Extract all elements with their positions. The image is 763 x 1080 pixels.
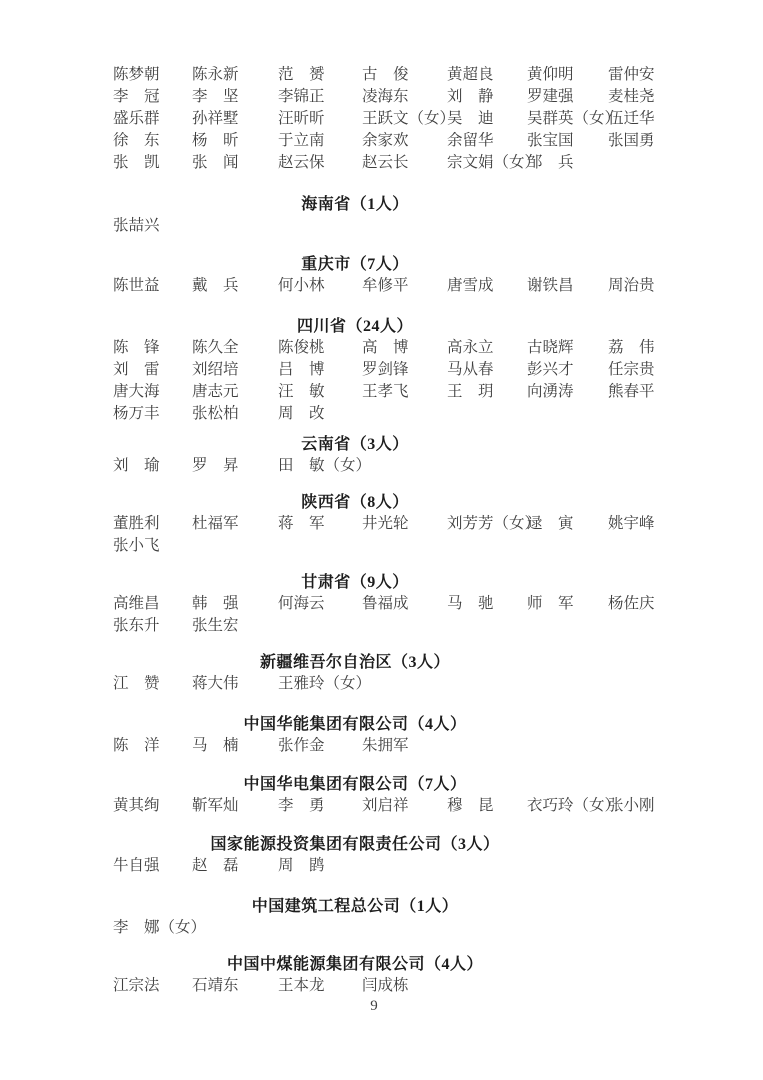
section-header: 中国华电集团有限公司（7人） (243, 776, 467, 793)
name-row (113, 615, 763, 637)
person-name: 陈俊桃 (278, 339, 325, 356)
roster-section (0, 254, 763, 297)
person-name: 逯 寅 (527, 515, 574, 532)
person-name: 马 楠 (192, 737, 239, 754)
name-row (113, 795, 763, 817)
person-name: 陈世益 (113, 277, 160, 294)
person-name: 靳军灿 (192, 797, 239, 814)
person-name: 张东升 (113, 617, 160, 634)
person-name: 王跃文（女） (362, 110, 456, 127)
roster-section (0, 774, 763, 817)
name-rows (113, 593, 763, 637)
name-row (113, 673, 763, 695)
person-name: 余留华 (447, 132, 494, 149)
person-name: 穆 昆 (447, 797, 494, 814)
person-name: 刘 静 (447, 88, 494, 105)
person-name: 范 赟 (278, 66, 325, 83)
name-rows (113, 735, 763, 757)
person-name: 黄仰明 (527, 66, 574, 83)
person-name: 唐志元 (192, 383, 239, 400)
person-name: 李 坚 (192, 88, 239, 105)
roster-section-continued (0, 64, 763, 174)
name-rows (113, 215, 763, 237)
person-name: 孙祥墅 (192, 110, 239, 127)
name-rows (113, 673, 763, 695)
roster-section (0, 834, 763, 877)
roster-section (0, 572, 763, 637)
person-name: 汪 敏 (278, 383, 325, 400)
person-name: 任宗贵 (608, 361, 655, 378)
roster-section (0, 652, 763, 695)
person-name: 姚宇峰 (608, 515, 655, 532)
name-rows (113, 795, 763, 817)
person-name: 罗 昇 (192, 457, 239, 474)
person-name: 杨 昕 (192, 132, 239, 149)
person-name: 刘芳芳（女） (447, 515, 541, 532)
person-name: 徐 东 (113, 132, 160, 149)
person-name: 牛自强 (113, 857, 160, 874)
section-header: 中国中煤能源集团有限公司（4人） (226, 956, 483, 973)
roster-section (0, 434, 763, 477)
person-name: 张宝国 (527, 132, 574, 149)
name-row (113, 513, 763, 535)
person-name: 高维昌 (113, 595, 160, 612)
section-header: 国家能源投资集团有限责任公司（3人） (210, 836, 500, 853)
person-name: 陈永新 (192, 66, 239, 83)
person-name: 王雅玲（女） (278, 675, 372, 692)
person-name: 张作金 (278, 737, 325, 754)
person-name: 凌海东 (362, 88, 409, 105)
person-name: 董胜利 (113, 515, 160, 532)
person-name: 王孝飞 (362, 383, 409, 400)
person-name: 吴 迪 (447, 110, 494, 127)
person-name: 石靖东 (192, 977, 239, 994)
person-name: 宗文娟（女） (447, 154, 541, 171)
person-name: 谢铁昌 (527, 277, 574, 294)
person-name: 周 鹍 (278, 857, 325, 874)
person-name: 吕 博 (278, 361, 325, 378)
person-name: 何海云 (278, 595, 325, 612)
name-row (113, 593, 763, 615)
person-name: 黄超良 (447, 66, 494, 83)
person-name: 张小飞 (113, 537, 160, 554)
name-row (113, 455, 763, 477)
person-name: 张 闻 (192, 154, 239, 171)
name-rows (113, 455, 763, 477)
person-name: 井光轮 (362, 515, 409, 532)
person-name: 唐大海 (113, 383, 160, 400)
person-name: 刘 瑜 (113, 457, 160, 474)
name-row (113, 535, 763, 557)
person-name: 张 凯 (113, 154, 160, 171)
name-rows (113, 275, 763, 297)
person-name: 赵云长 (362, 154, 409, 171)
name-rows (113, 855, 763, 877)
name-row (113, 64, 763, 86)
roster-section (0, 896, 763, 939)
person-name: 王 玥 (447, 383, 494, 400)
person-name: 赵云保 (278, 154, 325, 171)
person-name: 马 驰 (447, 595, 494, 612)
person-name: 韩 强 (192, 595, 239, 612)
person-name: 李 娜（女） (113, 919, 207, 936)
person-name: 古晓辉 (527, 339, 574, 356)
person-name: 杨佐庆 (608, 595, 655, 612)
person-name: 杜福军 (192, 515, 239, 532)
person-name: 麦桂尧 (608, 88, 655, 105)
section-header: 海南省（1人） (301, 196, 409, 213)
person-name: 杨万丰 (113, 405, 160, 422)
name-row (113, 855, 763, 877)
person-name: 江 赞 (113, 675, 160, 692)
section-header: 中国华能集团有限公司（4人） (243, 716, 467, 733)
roster-section (0, 492, 763, 557)
person-name: 蒋大伟 (192, 675, 239, 692)
roster-section (0, 714, 763, 757)
person-name: 李锦正 (278, 88, 325, 105)
person-name: 张生宏 (192, 617, 239, 634)
name-row (113, 337, 763, 359)
person-name: 盛乐群 (113, 110, 160, 127)
name-row (113, 275, 763, 297)
name-row (113, 359, 763, 381)
person-name: 鲁福成 (362, 595, 409, 612)
person-name: 衣巧玲（女） (527, 797, 621, 814)
person-name: 闫成栋 (362, 977, 409, 994)
person-name: 高永立 (447, 339, 494, 356)
person-name: 何小林 (278, 277, 325, 294)
person-name: 彭兴才 (527, 361, 574, 378)
name-rows (113, 917, 763, 939)
name-row (113, 130, 763, 152)
section-header: 陕西省（8人） (301, 494, 409, 511)
name-row (113, 917, 763, 939)
person-name: 王本龙 (278, 977, 325, 994)
person-name: 赵 磊 (192, 857, 239, 874)
person-name: 戴 兵 (192, 277, 239, 294)
person-name: 陈 洋 (113, 737, 160, 754)
person-name: 吴群英（女） (527, 110, 621, 127)
section-header: 云南省（3人） (301, 436, 409, 453)
person-name: 张小刚 (608, 797, 655, 814)
section-header: 新疆维吾尔自治区（3人） (259, 654, 450, 671)
name-rows (113, 64, 763, 174)
person-name: 刘启祥 (362, 797, 409, 814)
person-name: 罗剑锋 (362, 361, 409, 378)
person-name: 李 冠 (113, 88, 160, 105)
person-name: 唐雪成 (447, 277, 494, 294)
section-header: 重庆市（7人） (301, 256, 409, 273)
section-header: 甘肃省（9人） (301, 574, 409, 591)
roster-section (0, 954, 763, 997)
person-name: 陈梦朝 (113, 66, 160, 83)
name-row (113, 152, 763, 174)
roster-section (0, 194, 763, 237)
person-name: 向湧涛 (527, 383, 574, 400)
name-row (113, 108, 763, 130)
person-name: 古 俊 (362, 66, 409, 83)
person-name: 陈 锋 (113, 339, 160, 356)
person-name: 黄其绚 (113, 797, 160, 814)
person-name: 荔 伟 (608, 339, 655, 356)
person-name: 李 勇 (278, 797, 325, 814)
person-name: 伍迁华 (608, 110, 655, 127)
person-name: 雷仲安 (608, 66, 655, 83)
person-name: 马从春 (447, 361, 494, 378)
person-name: 陈久全 (192, 339, 239, 356)
person-name: 汪昕昕 (278, 110, 325, 127)
name-row (113, 403, 763, 425)
person-name: 朱拥军 (362, 737, 409, 754)
person-name: 高 博 (362, 339, 409, 356)
name-row (113, 975, 763, 997)
person-name: 周治贵 (608, 277, 655, 294)
person-name: 牟修平 (362, 277, 409, 294)
person-name: 周 改 (278, 405, 325, 422)
person-name: 蒋 军 (278, 515, 325, 532)
person-name: 罗建强 (527, 88, 574, 105)
name-rows (113, 337, 763, 425)
name-rows (113, 513, 763, 557)
person-name: 师 军 (527, 595, 574, 612)
person-name: 邹 兵 (527, 154, 574, 171)
person-name: 张喆兴 (113, 217, 160, 234)
person-name: 江宗法 (113, 977, 160, 994)
section-header: 四川省（24人） (296, 318, 413, 335)
name-row (113, 735, 763, 757)
page-number: 9 (370, 998, 378, 1014)
person-name: 刘 雷 (113, 361, 160, 378)
section-header: 中国建筑工程总公司（1人） (251, 898, 459, 915)
person-name: 刘绍培 (192, 361, 239, 378)
person-name: 熊春平 (608, 383, 655, 400)
person-name: 张国勇 (608, 132, 655, 149)
name-row (113, 381, 763, 403)
roster-section (0, 316, 763, 425)
name-rows (113, 975, 763, 997)
person-name: 张松柏 (192, 405, 239, 422)
person-name: 于立南 (278, 132, 325, 149)
person-name: 田 敏（女） (278, 457, 372, 474)
person-name: 余家欢 (362, 132, 409, 149)
name-row (113, 86, 763, 108)
name-row (113, 215, 763, 237)
